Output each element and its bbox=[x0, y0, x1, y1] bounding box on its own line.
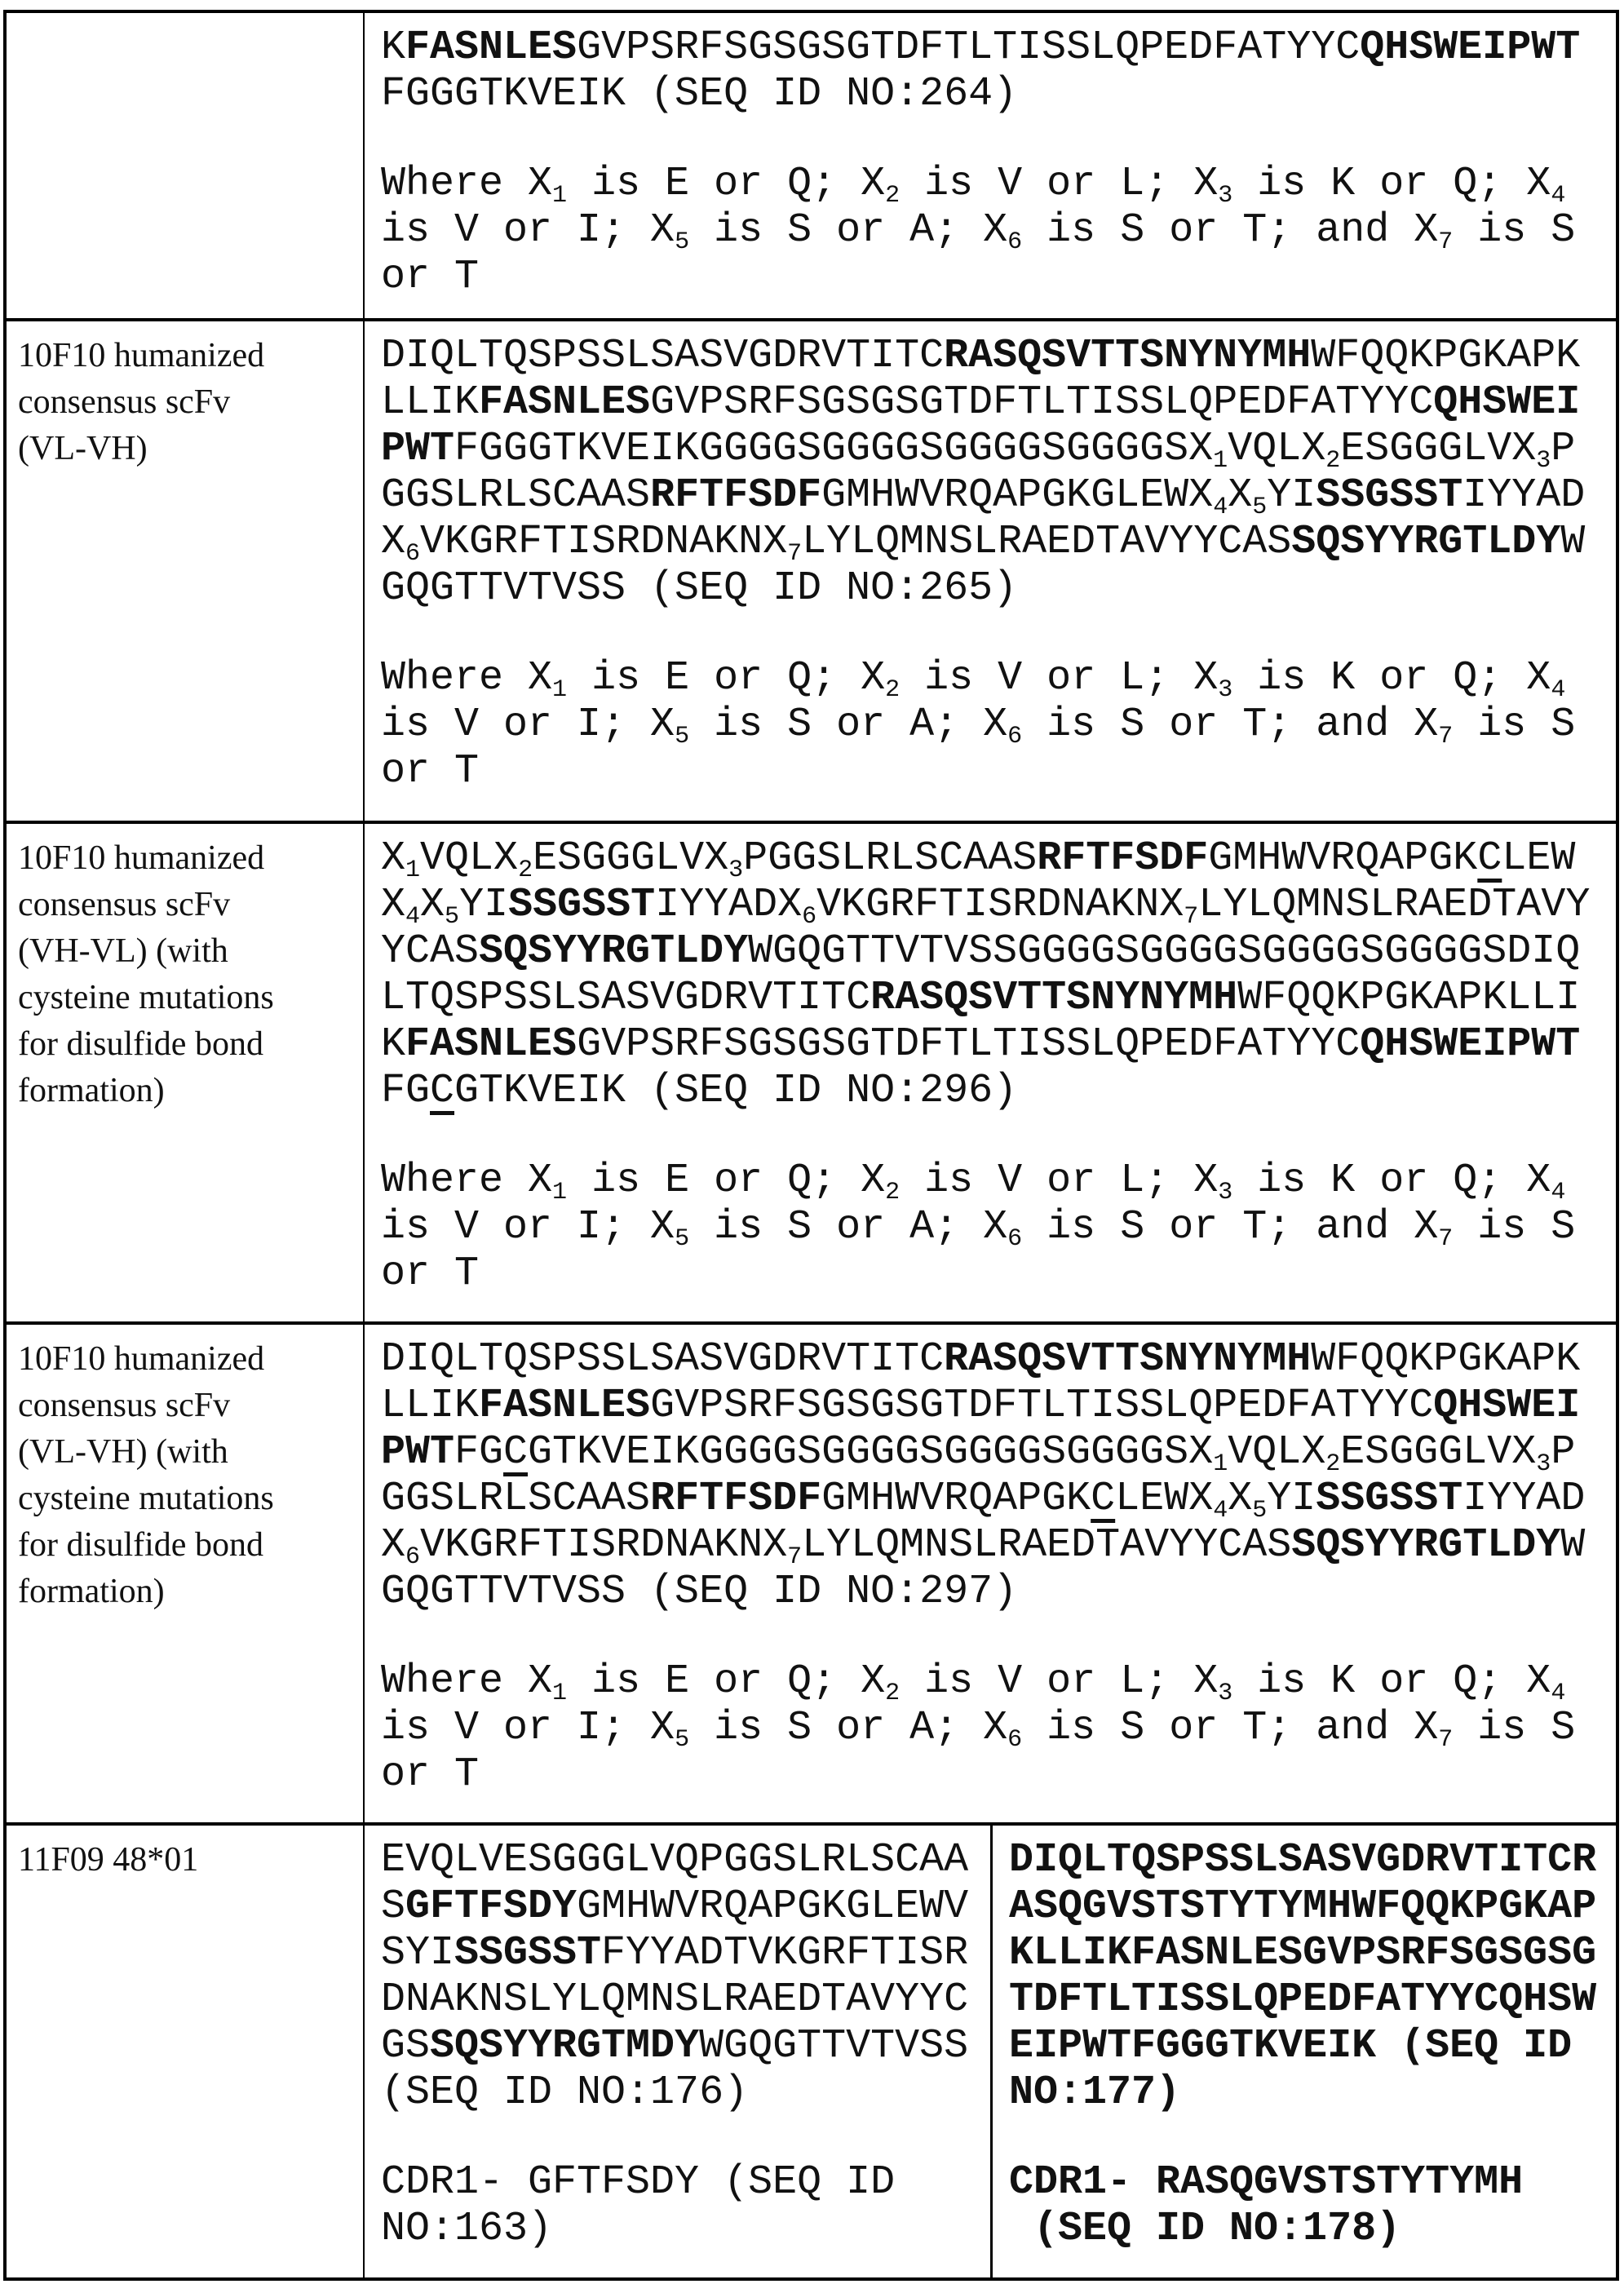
sequence-text: FG bbox=[454, 1429, 503, 1476]
sequence-table bbox=[3, 10, 1619, 2281]
sequence-text: GGSLRLSCAAS bbox=[381, 1476, 650, 1522]
subscript-index: 3 bbox=[1218, 182, 1232, 210]
text-line bbox=[381, 1021, 1616, 1068]
text-line bbox=[381, 333, 1616, 379]
row-label-line: formation) bbox=[18, 1569, 363, 1615]
sequence-text: FGGGTKVEIK (SEQ ID bbox=[1131, 2023, 1572, 2069]
sequence-text: GMHWVRQAPGK bbox=[1208, 835, 1477, 882]
sequence-text: is V or L; X bbox=[900, 161, 1218, 207]
text-line bbox=[381, 161, 1616, 207]
sequence-text: is V or I; X bbox=[381, 1705, 675, 1751]
table-row bbox=[7, 13, 1616, 321]
sequence-text: FG bbox=[381, 1068, 430, 1114]
sequence-text: DIQLTQSPSSLSASVGDRVTITC bbox=[381, 1336, 944, 1383]
note-block bbox=[381, 2159, 990, 2252]
text-line bbox=[381, 2206, 990, 2252]
sequence-text: is S or T; and X bbox=[1022, 702, 1438, 748]
sequence-text: GVPSRFSGSGSGTDFTLTISSLQPEDFATYYC bbox=[577, 24, 1360, 71]
sequence-text: WFQQKPGKAP bbox=[1352, 1883, 1596, 1930]
cdr-bold-text: SQSYYRGTLDY bbox=[479, 928, 748, 975]
text-line bbox=[381, 2023, 990, 2069]
text-line bbox=[381, 565, 1616, 612]
sequence-text: Where X bbox=[381, 1157, 552, 1204]
sequence-text: VKGRFTISRDNAKNX bbox=[420, 519, 787, 565]
sequence-text: is S bbox=[1453, 207, 1575, 254]
text-line bbox=[1009, 2159, 1616, 2206]
cdr-bold-text: QHSWEIPWT bbox=[1360, 24, 1580, 71]
text-line bbox=[381, 1383, 1616, 1429]
text-line bbox=[381, 472, 1616, 519]
sequence-text: Where X bbox=[381, 655, 552, 702]
subscript-index: 7 bbox=[1184, 903, 1198, 931]
subscript-index: 1 bbox=[552, 1680, 567, 1707]
sequence-block bbox=[381, 1837, 990, 2116]
row-label-line: 10F10 humanized bbox=[18, 835, 363, 882]
sequence-text: W bbox=[1560, 1522, 1585, 1569]
sequence-text: X bbox=[420, 882, 445, 928]
sequence-text: YI bbox=[1267, 1476, 1316, 1522]
note-block bbox=[381, 161, 1616, 300]
cdr-bold-text: PWT bbox=[381, 1429, 454, 1476]
subscript-index: 1 bbox=[552, 676, 567, 704]
sequence-text: is V or I; X bbox=[381, 207, 675, 254]
sequence-text: X bbox=[381, 882, 405, 928]
sequence-text: is S bbox=[1453, 1204, 1575, 1250]
table-row bbox=[7, 1325, 1616, 1826]
sequence-text: ESGGGLVX bbox=[1340, 1429, 1536, 1476]
sequence-block bbox=[381, 1336, 1616, 1615]
sequence-text: VQLX bbox=[1228, 1429, 1325, 1476]
sequence-text: KLLIK bbox=[1009, 1930, 1131, 1976]
cdr-bold-text: RFTFSDF bbox=[1037, 835, 1208, 882]
table-row bbox=[7, 321, 1616, 824]
row-label bbox=[7, 321, 365, 821]
text-line bbox=[381, 1976, 990, 2023]
sequence-text: GVPSRFSGSGSGTDFTLTISSLQPEDFATYYC bbox=[577, 1021, 1360, 1068]
sequence-text: GTKVEIKGGGGSGGGGSGGGGSGGGGSX bbox=[528, 1429, 1213, 1476]
sequence-text: X bbox=[381, 835, 405, 882]
subscript-index: 2 bbox=[1325, 447, 1340, 475]
cdr-bold-text: FASNLES bbox=[405, 24, 577, 71]
sequence-text: DIQLTQSPSSLSASVGDRVTITC bbox=[381, 333, 944, 379]
sequence-text: is K or Q; X bbox=[1232, 1157, 1551, 1204]
text-line bbox=[381, 1068, 1616, 1114]
sequence-text: TDFTLTISSLQPEDFATYYC bbox=[1009, 1976, 1498, 2023]
sequence-text: YI bbox=[459, 882, 508, 928]
subscript-index: 7 bbox=[787, 540, 802, 568]
subscript-index: 2 bbox=[885, 1179, 900, 1206]
sequence-text: WFQQKPGKAPK bbox=[1311, 333, 1580, 379]
light-chain-cell bbox=[993, 1826, 1616, 2281]
cdr-bold-text: RASQSVTTSNYNYMH bbox=[944, 333, 1311, 379]
sequence-text: is E or Q; X bbox=[567, 655, 885, 702]
cdr-bold-text: SQSYYRGTLDY bbox=[1291, 1522, 1560, 1569]
text-line bbox=[1009, 2069, 1616, 2116]
cysteine-mutation-underlined: C bbox=[430, 1068, 454, 1114]
row-label bbox=[7, 13, 365, 318]
sequence-block bbox=[381, 333, 1616, 612]
text-line bbox=[381, 207, 1616, 254]
sequence-text: LYLQMNSLRAEDTAVYYCAS bbox=[802, 519, 1291, 565]
sequence-text: or T bbox=[381, 1751, 479, 1798]
sequence-text: LLIK bbox=[381, 379, 479, 426]
subscript-index: 6 bbox=[802, 903, 816, 931]
sequence-text: ESGGGLVX bbox=[1340, 426, 1536, 472]
cdr-bold-text: RFTFSDF bbox=[650, 472, 821, 519]
sequence-text: WGQGTTVTVSS bbox=[699, 2023, 968, 2069]
subscript-index: 5 bbox=[1252, 1497, 1267, 1525]
sequence-text: or T bbox=[381, 1250, 479, 1297]
text-line bbox=[381, 928, 1616, 975]
sequence-text: GMHWVRQAPGK bbox=[821, 1476, 1091, 1522]
sequence-text: DNAKNSLYLQMNSLRAEDTAVYYC bbox=[381, 1976, 968, 2023]
subscript-index: 2 bbox=[885, 1680, 900, 1707]
cdr-bold-text: QHSWEIPWT bbox=[1360, 1021, 1580, 1068]
text-line bbox=[381, 655, 1616, 702]
sequence-text: NO:177) bbox=[1009, 2069, 1180, 2116]
subscript-index: 2 bbox=[518, 856, 533, 884]
cysteine-mutation-underlined: C bbox=[503, 1429, 528, 1476]
sequence-text: Where X bbox=[381, 1658, 552, 1705]
sequence-text: WGQGTTVTVSSGGGGSGGGGSGGGGSGGGGSDIQ bbox=[748, 928, 1580, 975]
text-line bbox=[381, 1157, 1616, 1204]
cdr-bold-text: RASQSVTTSNYNYMH bbox=[870, 975, 1237, 1021]
sequence-text: S bbox=[381, 1883, 405, 1930]
sequence-text: is S bbox=[1453, 1705, 1575, 1751]
text-line bbox=[381, 2159, 990, 2206]
subscript-index: 4 bbox=[1551, 1179, 1565, 1206]
subscript-index: 6 bbox=[1007, 228, 1022, 256]
text-line bbox=[381, 1569, 1616, 1615]
subscript-index: 4 bbox=[1551, 182, 1565, 210]
text-line bbox=[381, 1476, 1616, 1522]
cdr-bold-text: FASNLES bbox=[479, 379, 650, 426]
subscript-index: 7 bbox=[787, 1543, 802, 1571]
row-label-line: consensus scFv bbox=[18, 882, 363, 928]
cysteine-mutation-underlined: C bbox=[1477, 835, 1502, 882]
text-line bbox=[381, 1883, 990, 1930]
row-label-line: (VH-VL) (with bbox=[18, 928, 363, 975]
text-line bbox=[1009, 1976, 1616, 2023]
sequence-text: PGGSLRLSCAAS bbox=[743, 835, 1037, 882]
sequence-text: is S or T; and X bbox=[1022, 1705, 1438, 1751]
cdr-bold-text: R bbox=[1572, 1837, 1596, 1883]
sequence-text: is V or L; X bbox=[900, 1157, 1218, 1204]
sequence-text: is V or L; X bbox=[900, 1658, 1218, 1705]
sequence-text: is V or L; X bbox=[900, 655, 1218, 702]
sequence-text: is S or A; X bbox=[689, 1204, 1007, 1250]
sequence-text: is S or A; X bbox=[689, 207, 1007, 254]
subscript-index: 3 bbox=[1218, 676, 1232, 704]
text-line bbox=[381, 1837, 990, 1883]
row-label-line: 10F10 humanized bbox=[18, 1336, 363, 1383]
subscript-index: 7 bbox=[1438, 1225, 1453, 1253]
subscript-index: 5 bbox=[1252, 494, 1267, 521]
subscript-index: 6 bbox=[1007, 1225, 1022, 1253]
subscript-index: 6 bbox=[1007, 1726, 1022, 1754]
sequence-text: VQLX bbox=[1228, 426, 1325, 472]
sequence-text: IYYAD bbox=[1462, 472, 1585, 519]
sequence-text: K bbox=[381, 1021, 405, 1068]
row-label-line: consensus scFv bbox=[18, 379, 363, 426]
text-line bbox=[381, 24, 1616, 71]
cdr-bold-text: EIPWT bbox=[1009, 2023, 1131, 2069]
sequence-text: CDR1- GFTFSDY (SEQ ID bbox=[381, 2159, 895, 2206]
text-line bbox=[381, 1250, 1616, 1297]
note-block bbox=[1009, 2159, 1616, 2252]
sequence-text: WFQQKPGKAPK bbox=[1311, 1336, 1580, 1383]
sequence-text: is S or A; X bbox=[689, 1705, 1007, 1751]
sequence-text: is V or I; X bbox=[381, 702, 675, 748]
subscript-index: 5 bbox=[675, 1225, 689, 1253]
row-label bbox=[7, 824, 365, 1321]
text-line bbox=[381, 1429, 1616, 1476]
sequence-text: LYLQMNSLRAEDTAVYYCAS bbox=[802, 1522, 1291, 1569]
row-label-line: cysteine mutations bbox=[18, 975, 363, 1021]
sequence-text: LLIK bbox=[381, 1383, 479, 1429]
row-label-line: 11F09 48*01 bbox=[18, 1837, 363, 1883]
sequence-text: is E or Q; X bbox=[567, 161, 885, 207]
cdr-bold-text: SSGSST bbox=[454, 1930, 601, 1976]
sequence-text: WFQQKPGKAPKLLI bbox=[1237, 975, 1580, 1021]
row-label-line: consensus scFv bbox=[18, 1383, 363, 1429]
sequence-cell bbox=[365, 13, 1616, 318]
sequence-text: GTKVEIK (SEQ ID NO:296) bbox=[454, 1068, 1017, 1114]
subscript-index: 3 bbox=[728, 856, 743, 884]
sequence-cell bbox=[365, 824, 1616, 1321]
text-line bbox=[381, 71, 1616, 117]
sequence-text: is S bbox=[1453, 702, 1575, 748]
sequence-text: NO:163) bbox=[381, 2206, 552, 2252]
sequence-text: W bbox=[1560, 519, 1585, 565]
sequence-text: P bbox=[1551, 1429, 1575, 1476]
sequence-text: FGGGTKVEIK (SEQ ID NO:264) bbox=[381, 71, 1017, 117]
sequence-text: GQGTTVTVSS (SEQ ID NO:297) bbox=[381, 1569, 1017, 1615]
table-row bbox=[7, 824, 1616, 1325]
cdr-bold-text: SQSYYRGTMDY bbox=[430, 2023, 699, 2069]
sequence-text: SYI bbox=[381, 1930, 454, 1976]
sequence-text: (SEQ ID NO:176) bbox=[381, 2069, 748, 2116]
subscript-index: 6 bbox=[1007, 723, 1022, 750]
subscript-index: 5 bbox=[675, 1726, 689, 1754]
row-label bbox=[7, 1826, 365, 2281]
subscript-index: 3 bbox=[1536, 447, 1551, 475]
sequence-text: GGSLRLSCAAS bbox=[381, 472, 650, 519]
text-line bbox=[381, 2069, 990, 2116]
subscript-index: 5 bbox=[675, 228, 689, 256]
sequence-text: YCAS bbox=[381, 928, 479, 975]
subscript-index: 7 bbox=[1438, 1726, 1453, 1754]
text-line bbox=[381, 1705, 1616, 1751]
text-line bbox=[381, 379, 1616, 426]
sequence-text: or T bbox=[381, 254, 479, 300]
sequence-text: X bbox=[381, 519, 405, 565]
sequence-text: is V or I; X bbox=[381, 1204, 675, 1250]
sequence-text: or T bbox=[381, 748, 479, 795]
text-line bbox=[381, 882, 1616, 928]
cdr-bold-text: QHSWEI bbox=[1433, 379, 1580, 426]
text-line bbox=[1009, 1837, 1616, 1883]
sequence-text: X bbox=[1228, 1476, 1252, 1522]
text-line bbox=[381, 975, 1616, 1021]
sequence-text: is S or T; and X bbox=[1022, 1204, 1438, 1250]
cdr-bold-text: FASNLES bbox=[479, 1383, 650, 1429]
cdr-bold-text: SSGSST bbox=[1316, 1476, 1462, 1522]
subscript-index: 1 bbox=[1213, 1450, 1228, 1478]
sequence-text: LEWX bbox=[1115, 1476, 1213, 1522]
sequence-text: GMHWVRQAPGKGLEWV bbox=[577, 1883, 968, 1930]
sequence-text: is E or Q; X bbox=[567, 1658, 885, 1705]
cdr-bold-text: GFTFSDY bbox=[405, 1883, 577, 1930]
cdr-bold-text: SSGSST bbox=[508, 882, 655, 928]
sequence-text: FYYADTVKGRFTISR bbox=[601, 1930, 968, 1976]
sequence-text: is K or Q; X bbox=[1232, 161, 1551, 207]
text-line bbox=[381, 835, 1616, 882]
sequence-text: X bbox=[381, 1522, 405, 1569]
cdr-bold-text: SQSYYRGTLDY bbox=[1291, 519, 1560, 565]
note-block bbox=[381, 1658, 1616, 1798]
sequence-text: LYLQMNSLRAEDTAVY bbox=[1198, 882, 1590, 928]
row-label-line: (VL-VH) (with bbox=[18, 1429, 363, 1476]
row-label bbox=[7, 1325, 365, 1822]
text-line bbox=[1009, 2206, 1616, 2252]
sequence-block bbox=[381, 835, 1616, 1114]
subscript-index: 1 bbox=[552, 182, 567, 210]
sequence-text: X bbox=[1228, 472, 1252, 519]
subscript-index: 5 bbox=[675, 723, 689, 750]
text-line bbox=[1009, 2023, 1616, 2069]
sequence-text: IYYADX bbox=[655, 882, 802, 928]
sequence-text: DIQLTQSPSSLSASVGDRVTITC bbox=[1009, 1837, 1572, 1883]
subscript-index: 2 bbox=[1325, 1450, 1340, 1478]
text-line bbox=[381, 519, 1616, 565]
sequence-text: is K or Q; X bbox=[1232, 1658, 1551, 1705]
text-line bbox=[381, 254, 1616, 300]
sequence-text: VQLX bbox=[420, 835, 518, 882]
subscript-index: 1 bbox=[552, 1179, 567, 1206]
heavy-chain-cell bbox=[365, 1826, 993, 2281]
note-block bbox=[381, 655, 1616, 795]
cdr-bold-text: PWT bbox=[381, 426, 454, 472]
subscript-index: 6 bbox=[405, 1543, 420, 1571]
text-line bbox=[381, 1930, 990, 1976]
row-label-line: formation) bbox=[18, 1068, 363, 1114]
cdr-bold-text: RFTFSDF bbox=[650, 1476, 821, 1522]
subscript-index: 1 bbox=[405, 856, 420, 884]
subscript-index: 3 bbox=[1536, 1450, 1551, 1478]
text-line bbox=[381, 1751, 1616, 1798]
row-label-line: for disulfide bond bbox=[18, 1522, 363, 1569]
row-label-line: for disulfide bond bbox=[18, 1021, 363, 1068]
cysteine-mutation-underlined: C bbox=[1091, 1476, 1115, 1522]
row-label-line: (VL-VH) bbox=[18, 426, 363, 472]
text-line bbox=[381, 1204, 1616, 1250]
sequence-text: (SEQ ID NO:178) bbox=[1009, 2206, 1401, 2252]
sequence-text: is S or T; and X bbox=[1022, 207, 1438, 254]
sequence-text: GMHWVRQAPGKGLEWX bbox=[821, 472, 1213, 519]
sequence-text: LEW bbox=[1502, 835, 1575, 882]
cdr-bold-text: RASQSVTTSNYNYMH bbox=[944, 1336, 1311, 1383]
subscript-index: 3 bbox=[1218, 1179, 1232, 1206]
subscript-index: 6 bbox=[405, 540, 420, 568]
cdr-bold-text: FASNLES bbox=[405, 1021, 577, 1068]
sequence-text: is E or Q; X bbox=[567, 1157, 885, 1204]
sequence-text: K bbox=[381, 24, 405, 71]
sequence-block bbox=[1009, 1837, 1616, 2116]
text-line bbox=[381, 426, 1616, 472]
cdr-bold-text: QHSW bbox=[1498, 1976, 1596, 2023]
sequence-text: VKGRFTISRDNAKNX bbox=[420, 1522, 787, 1569]
subscript-index: 4 bbox=[1213, 1497, 1228, 1525]
subscript-index: 2 bbox=[885, 676, 900, 704]
sequence-text: VKGRFTISRDNAKNX bbox=[816, 882, 1184, 928]
sequence-text: GVPSRFSGSGSGTDFTLTISSLQPEDFATYYC bbox=[650, 1383, 1433, 1429]
subscript-index: 5 bbox=[445, 903, 459, 931]
cdr-bold-text: ASQGVSTSTYTYMH bbox=[1009, 1883, 1352, 1930]
sequence-text: IYYAD bbox=[1462, 1476, 1585, 1522]
text-line bbox=[381, 702, 1616, 748]
sequence-text: GQGTTVTVSS (SEQ ID NO:265) bbox=[381, 565, 1017, 612]
subscript-index: 7 bbox=[1438, 228, 1453, 256]
sequence-text: is S or A; X bbox=[689, 702, 1007, 748]
text-line bbox=[1009, 1883, 1616, 1930]
sequence-text: GVPSRFSGSGSG bbox=[1303, 1930, 1596, 1976]
sequence-text: GVPSRFSGSGSGTDFTLTISSLQPEDFATYYC bbox=[650, 379, 1433, 426]
text-line bbox=[381, 1336, 1616, 1383]
subscript-index: 4 bbox=[405, 903, 420, 931]
text-line bbox=[381, 748, 1616, 795]
sequence-text: GS bbox=[381, 2023, 430, 2069]
sequence-text: is K or Q; X bbox=[1232, 655, 1551, 702]
cdr-bold-text: FASNLES bbox=[1131, 1930, 1303, 1976]
sequence-text: FGGGTKVEIKGGGGSGGGGSGGGGSGGGGSX bbox=[454, 426, 1213, 472]
subscript-index: 7 bbox=[1438, 723, 1453, 750]
sequence-text: LTQSPSSLSASVGDRVTITC bbox=[381, 975, 870, 1021]
subscript-index: 4 bbox=[1213, 494, 1228, 521]
row-label-line: cysteine mutations bbox=[18, 1476, 363, 1522]
cdr-bold-text: QHSWEI bbox=[1433, 1383, 1580, 1429]
text-line bbox=[1009, 1930, 1616, 1976]
subscript-index: 1 bbox=[1213, 447, 1228, 475]
sequence-text: Where X bbox=[381, 161, 552, 207]
cdr-bold-text: SSGSST bbox=[1316, 472, 1462, 519]
subscript-index: 4 bbox=[1551, 676, 1565, 704]
sequence-cell bbox=[365, 1325, 1616, 1822]
text-line bbox=[381, 1658, 1616, 1705]
table-row bbox=[7, 1826, 1616, 2281]
note-block bbox=[381, 1157, 1616, 1297]
sequence-text: CDR1- RASQGVSTSTYTYMH bbox=[1009, 2159, 1523, 2206]
sequence-text: ESGGGLVX bbox=[533, 835, 728, 882]
sequence-text: YI bbox=[1267, 472, 1316, 519]
subscript-index: 3 bbox=[1218, 1680, 1232, 1707]
sequence-text: EVQLVESGGGLVQPGGSLRLSCAA bbox=[381, 1837, 968, 1883]
text-line bbox=[381, 1522, 1616, 1569]
subscript-index: 2 bbox=[885, 182, 900, 210]
sequence-block bbox=[381, 24, 1616, 117]
row-label-line: 10F10 humanized bbox=[18, 333, 363, 379]
sequence-text: P bbox=[1551, 426, 1575, 472]
sequence-cell bbox=[365, 321, 1616, 821]
subscript-index: 4 bbox=[1551, 1680, 1565, 1707]
